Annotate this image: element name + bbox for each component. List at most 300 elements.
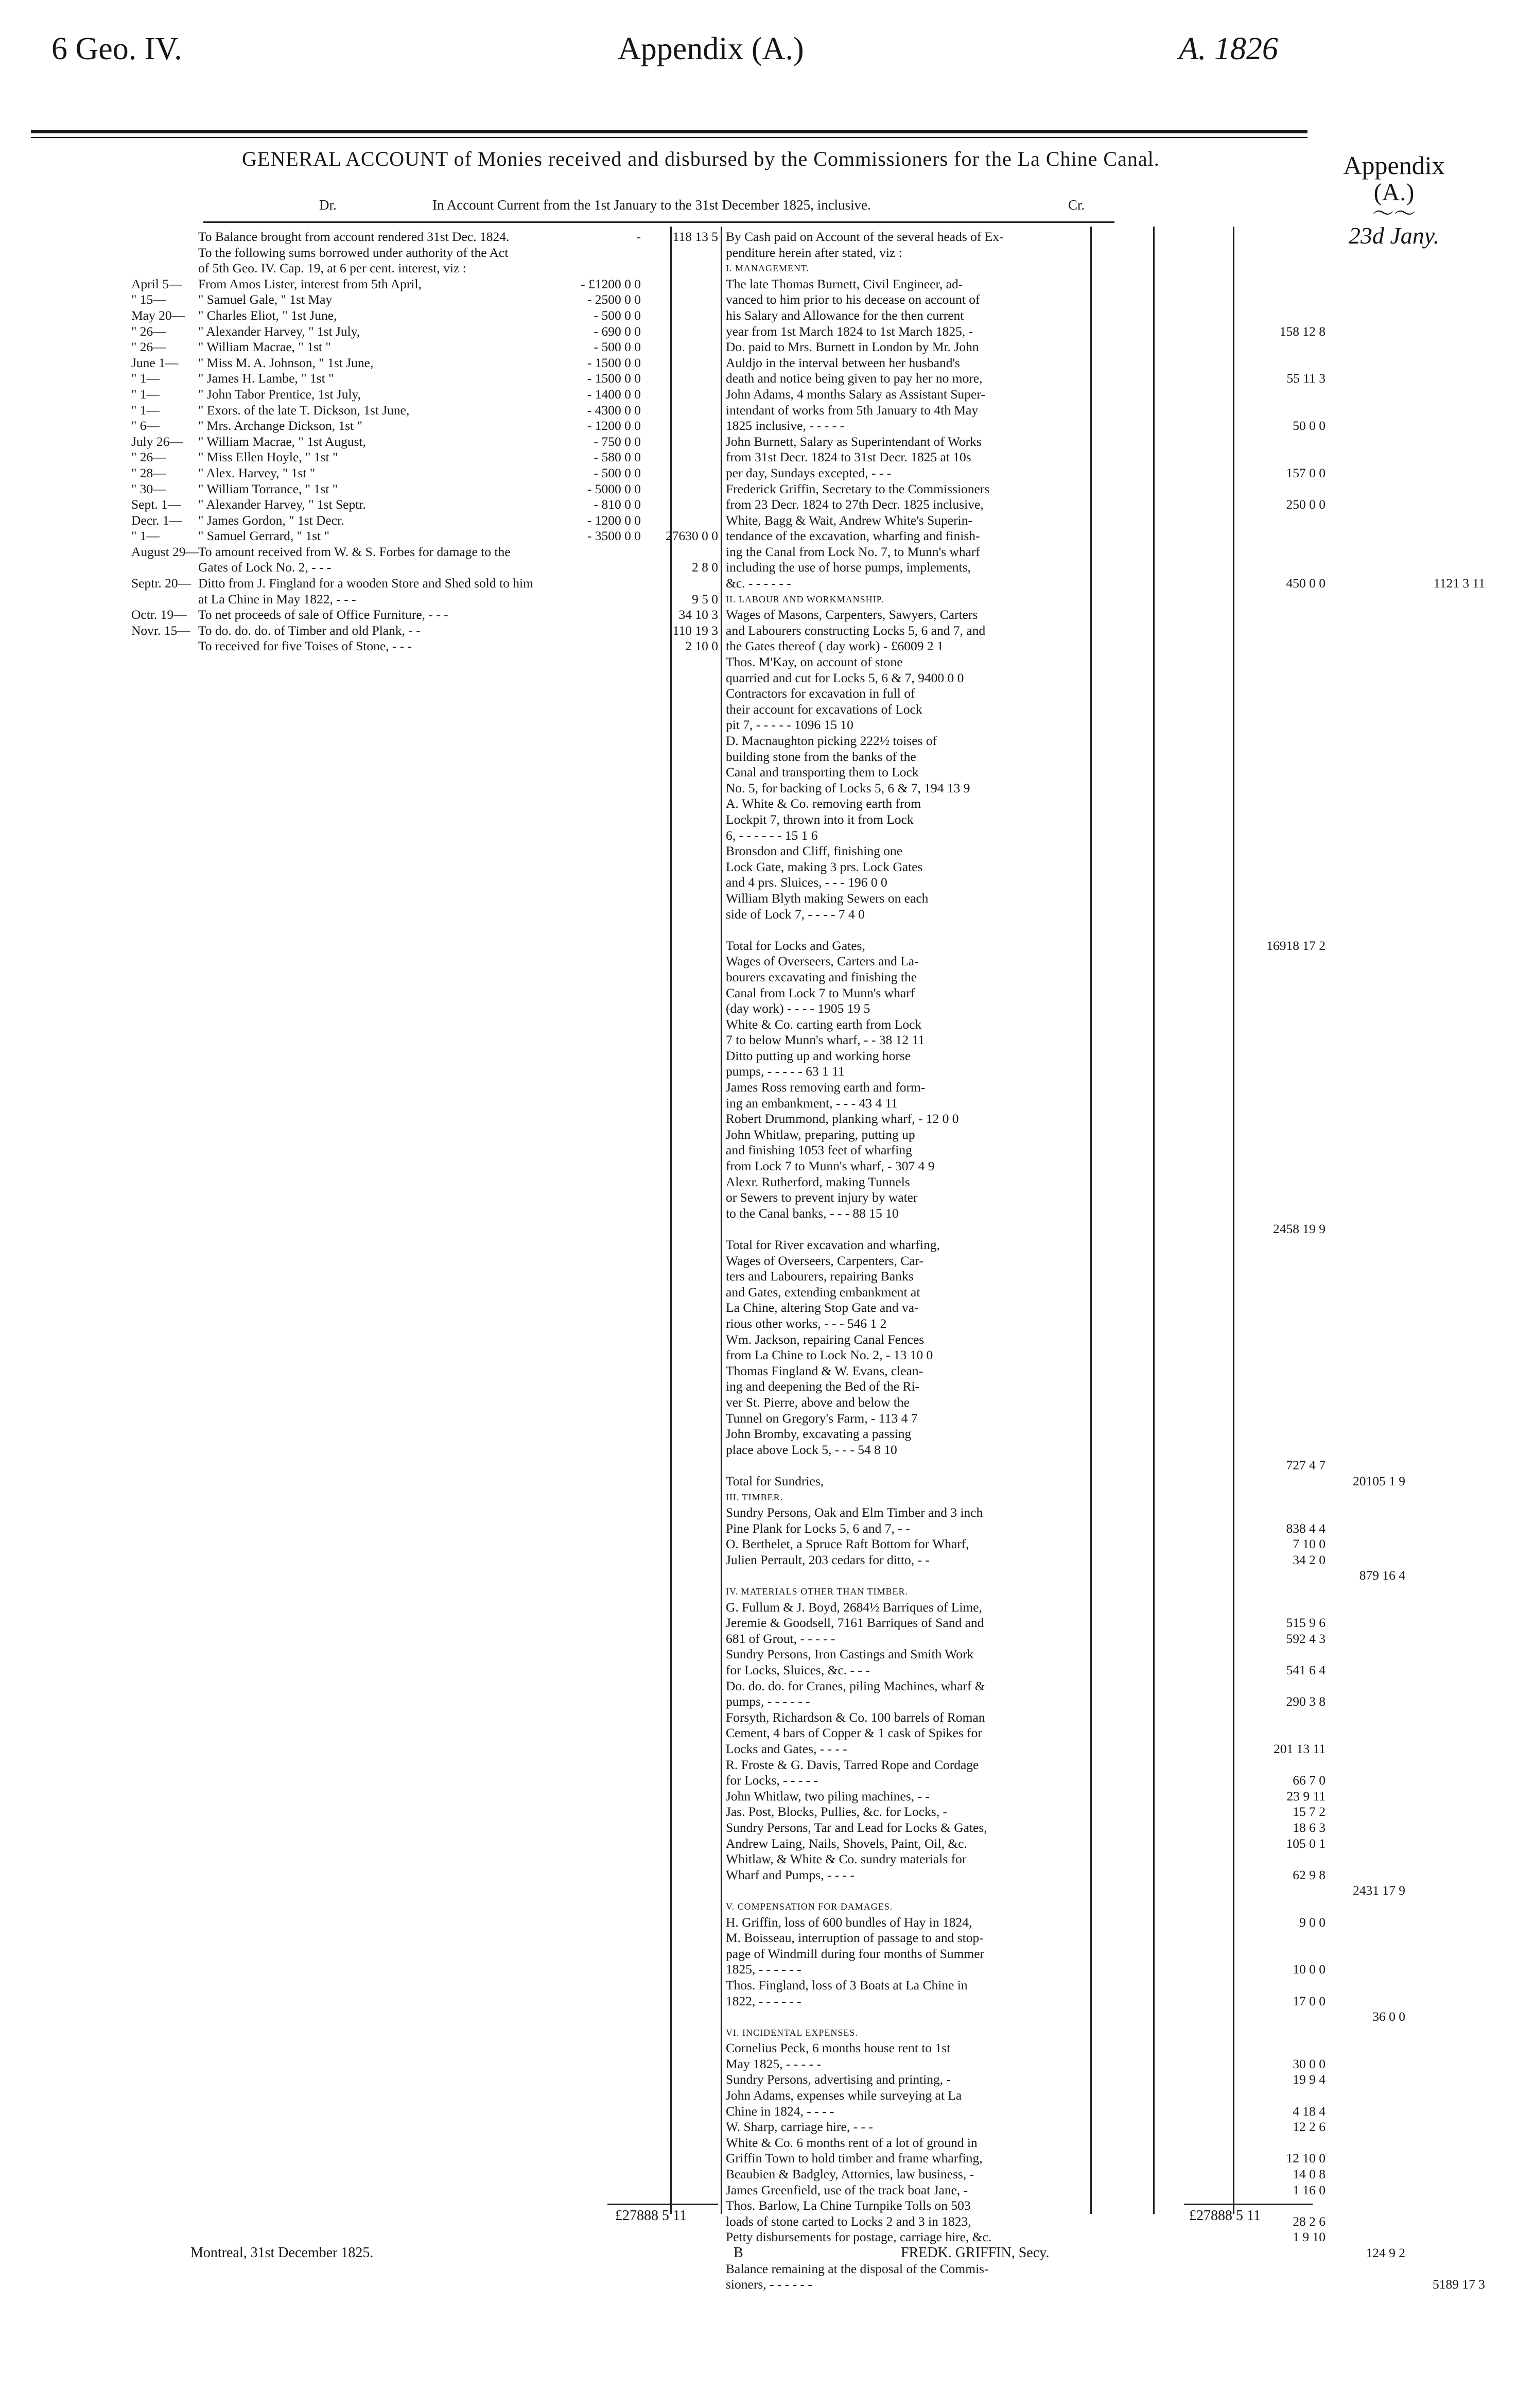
debit-date: " 1— — [131, 402, 160, 418]
credit-description: A. White & Co. removing earth from — [726, 796, 921, 811]
credit-row — [726, 434, 1390, 450]
credit-row — [726, 796, 1390, 812]
credit-row — [726, 717, 1390, 733]
credit-section-heading: III. TIMBER. — [726, 1492, 783, 1502]
credit-row — [726, 1048, 1390, 1064]
debit-date: " 1— — [131, 386, 160, 402]
credit-description: Jeremie & Goodsell, 7161 Barriques of Sand and — [726, 1615, 984, 1631]
debit-date: June 1— — [131, 355, 179, 370]
debit-row — [131, 576, 718, 592]
debit-total-rule — [607, 2204, 718, 2205]
credit-section-total: 124 9 2 — [1366, 2245, 1405, 2260]
debit-row — [131, 245, 718, 261]
debit-date: August 29— — [131, 544, 199, 559]
debit-date: " 28— — [131, 465, 166, 480]
header-rule-thick — [31, 130, 1307, 133]
credit-description: Griffin Town to hold timber and frame wharfing, — [726, 2151, 983, 2166]
debit-date: " 26— — [131, 339, 166, 355]
credit-row — [726, 544, 1390, 560]
credit-description: 1825 inclusive, - - - - - — [726, 418, 845, 434]
credit-description: 7 to below Munn's wharf, - - 38 12 11 — [726, 1032, 925, 1048]
debit-description: To Balance brought from account rendered 31st Dec. 1824. — [198, 229, 510, 244]
credit-row — [726, 387, 1390, 403]
credit-description: pit 7, - - - - - 1096 15 10 — [726, 717, 853, 733]
credit-description: John Whitlaw, two piling machines, - - — [726, 1788, 930, 1804]
debit-amount: 110 19 3 — [672, 622, 718, 638]
credit-row — [726, 1001, 1390, 1017]
credit-description: for Locks, Sluices, &c. - - - — [726, 1662, 870, 1678]
credit-description: ing and deepening the Bed of the Ri- — [726, 1379, 920, 1394]
credit-row — [726, 859, 1390, 875]
credit-row — [726, 1017, 1390, 1033]
credit-row — [726, 1568, 1405, 1584]
debit-description: " John Tabor Prentice, 1st July, — [198, 386, 361, 402]
credit-description: from 23 Decr. 1824 to 27th Decr. 1825 inclusive, — [726, 497, 984, 512]
credit-description: pumps, - - - - - 63 1 11 — [726, 1064, 845, 1079]
credit-item-amount: 10 0 0 — [1293, 1962, 1326, 1977]
credit-description: Auldjo in the interval between her husband's — [726, 355, 960, 370]
credit-item-amount: 158 12 8 — [1279, 323, 1326, 339]
credit-description: loads of stone carted to Locks 2 and 3 in 1823, — [726, 2213, 971, 2229]
debit-row — [131, 592, 718, 608]
footer-place-date: Montreal, 31st December 1825. — [190, 2245, 374, 2261]
credit-description: White, Bagg & Wait, Andrew White's Superin- — [726, 512, 972, 528]
credit-row — [726, 1867, 1390, 1883]
credit-description: and finishing 1053 feet of wharfing — [726, 1142, 912, 1158]
credit-row — [726, 985, 1390, 1001]
credit-row — [726, 2135, 1390, 2151]
credit-item-amount: 55 11 3 — [1286, 371, 1326, 386]
debit-amount: 9 5 0 — [692, 591, 718, 607]
debit-inner-amount: - 5000 0 0 — [587, 481, 641, 496]
debit-row — [131, 465, 718, 481]
credit-row — [726, 1458, 1390, 1474]
credit-row — [726, 1915, 1390, 1931]
debit-inner-amount: - £1200 0 0 — [581, 276, 641, 291]
credit-row — [726, 324, 1390, 340]
credit-description: D. Macnaughton picking 222½ toises of — [726, 733, 937, 748]
debit-date: " 30— — [131, 481, 166, 496]
credit-description: Jas. Post, Blocks, Pullies, &c. for Locks, - — [726, 1804, 947, 1820]
credit-row — [726, 1300, 1390, 1316]
credit-row — [726, 1379, 1390, 1395]
debit-row — [131, 623, 718, 639]
credit-description: G. Fullum & J. Boyd, 2684½ Barriques of Lime, — [726, 1599, 982, 1615]
credit-description: John Adams, 4 months Salary as Assistant Super- — [726, 386, 985, 402]
credit-item-amount: 62 9 8 — [1293, 1867, 1326, 1882]
debit-row — [131, 261, 718, 276]
debit-description: To amount received from W. & S. Forbes for damage to the — [198, 544, 511, 559]
credit-description: Canal and transporting them to Lock — [726, 765, 919, 780]
debit-inner-amount: - 3500 0 0 — [587, 528, 641, 544]
debit-description: " Miss Ellen Hoyle, " 1st " — [198, 449, 338, 465]
debit-inner-amount: - 500 0 0 — [594, 339, 641, 355]
credit-row — [726, 907, 1390, 923]
debit-description: To net proceeds of sale of Office Furniture, - - - — [198, 607, 448, 622]
credit-item-amount: 7 10 0 — [1293, 1536, 1326, 1552]
debit-inner-amount: - 500 0 0 — [594, 465, 641, 480]
credit-description: Alexr. Rutherford, making Tunnels — [726, 1174, 910, 1189]
debit-row — [131, 229, 718, 245]
credit-total: £27888 5 11 — [1189, 2208, 1261, 2224]
credit-description: John Adams, expenses while surveying at La — [726, 2088, 962, 2103]
credit-item-amount: 290 3 8 — [1286, 1694, 1326, 1709]
debit-description: " Miss M. A. Johnson, " 1st June, — [198, 355, 374, 370]
credit-item-amount: 1 16 0 — [1293, 2182, 1326, 2197]
credit-row — [726, 1820, 1390, 1836]
credit-item-amount: 9 0 0 — [1299, 1914, 1326, 1930]
credit-row — [726, 1505, 1390, 1521]
credit-row — [726, 2119, 1390, 2135]
credit-item-amount: 14 0 8 — [1293, 2167, 1326, 2182]
debit-inner-amount: - 1500 0 0 — [587, 355, 641, 370]
credit-row — [726, 1316, 1390, 1332]
debit-inner-amount: - 1200 0 0 — [587, 512, 641, 528]
credit-row — [726, 1473, 1405, 1489]
debit-description: " Exors. of the late T. Dickson, 1st June, — [198, 402, 410, 418]
credit-row — [726, 2056, 1390, 2072]
credit-description: Thos. M'Kay, on account of stone — [726, 654, 903, 670]
debit-date: July 26— — [131, 434, 183, 449]
credit-description: and Labourers constructing Locks 5, 6 and 7, and — [726, 622, 986, 638]
debit-row — [131, 528, 718, 544]
debit-date: " 26— — [131, 323, 166, 339]
credit-row — [726, 969, 1390, 985]
debit-amount: 2 8 0 — [692, 560, 718, 575]
debit-description: To do. do. do. of Timber and old Plank, - - — [198, 622, 421, 638]
credit-section-total: 20105 1 9 — [1353, 1473, 1405, 1488]
credit-row — [726, 1584, 1390, 1600]
credit-description: Total for River excavation and wharfing, — [726, 1237, 940, 1252]
debit-description: " James H. Lambe, " 1st " — [198, 371, 334, 386]
side-appendix-letter: (A.) — [1373, 179, 1415, 206]
credit-row — [726, 2040, 1390, 2056]
credit-row — [726, 276, 1390, 292]
credit-description: Thos. Barlow, La Chine Turnpike Tolls on 503 — [726, 2198, 971, 2213]
header-center: Appendix (A.) — [618, 31, 804, 66]
credit-description: Do. do. do. for Cranes, piling Machines, wharf & — [726, 1678, 985, 1693]
credit-item-amount: 201 13 11 — [1273, 1741, 1326, 1756]
credit-description: Total for Locks and Gates, — [726, 938, 865, 953]
credit-row — [726, 371, 1390, 387]
credit-row — [726, 623, 1390, 639]
credit-row — [726, 308, 1390, 324]
debit-amount: 27630 0 0 — [666, 528, 718, 544]
credit-row — [726, 1032, 1390, 1048]
debit-description: " James Gordon, " 1st Decr. — [198, 512, 344, 528]
debit-description: " William Macrae, " 1st August, — [198, 434, 366, 449]
credit-row — [726, 1426, 1390, 1442]
credit-description: 6, - - - - - - 15 1 6 — [726, 827, 818, 843]
credit-description: Chine in 1824, - - - - — [726, 2103, 834, 2119]
credit-description: Lock Gate, making 3 prs. Lock Gates — [726, 859, 923, 874]
debit-inner-amount: - — [636, 229, 641, 244]
credit-description: including the use of horse pumps, implements, — [726, 560, 971, 575]
credit-description: Forsyth, Richardson & Co. 100 barrels of Roman — [726, 1709, 985, 1725]
debit-row — [131, 638, 718, 654]
credit-row — [726, 1064, 1390, 1080]
credit-description: the Gates thereof ( day work) - £6009 2 1 — [726, 638, 944, 654]
credit-section-heading: II. LABOUR AND WORKMANSHIP. — [726, 594, 884, 604]
debit-date: " 26— — [131, 449, 166, 465]
credit-item-amount: 105 0 1 — [1286, 1835, 1326, 1851]
credit-row — [726, 1725, 1390, 1741]
credit-row — [726, 1662, 1390, 1678]
credit-row — [726, 1615, 1390, 1631]
credit-description: Whitlaw, & White & Co. sundry materials for — [726, 1851, 967, 1867]
credit-row — [726, 670, 1390, 686]
debit-inner-amount: - 500 0 0 — [594, 307, 641, 323]
credit-description: and 4 prs. Sluices, - - - 196 0 0 — [726, 875, 887, 890]
credit-row — [726, 1111, 1390, 1127]
credit-row — [726, 1332, 1390, 1348]
credit-description: Julien Perrault, 203 cedars for ditto, - - — [726, 1552, 930, 1567]
credit-row — [726, 1142, 1390, 1158]
debit-row — [131, 292, 718, 308]
credit-description: May 1825, - - - - - — [726, 2056, 821, 2071]
credit-description: M. Boisseau, interruption of passage to and stop- — [726, 1930, 984, 1946]
debit-date: Sept. 1— — [131, 497, 181, 512]
debit-row — [131, 513, 718, 529]
credit-row — [726, 1773, 1390, 1789]
credit-row — [726, 1442, 1390, 1458]
credit-description: Cement, 4 bars of Copper & 1 cask of Spikes for — [726, 1725, 982, 1741]
credit-row — [726, 749, 1390, 765]
credit-row — [726, 954, 1390, 969]
credit-row — [726, 1647, 1390, 1662]
credit-section-heading: V. COMPENSATION FOR DAMAGES. — [726, 1901, 893, 1912]
credit-description: or Sewers to prevent injury by water — [726, 1190, 918, 1205]
header-rule-thin — [31, 137, 1307, 138]
credit-item-amount: 2458 19 9 — [1273, 1221, 1326, 1237]
credit-description: W. Sharp, carriage hire, - - - — [726, 2119, 873, 2135]
debit-row — [131, 434, 718, 450]
credit-item-amount: 1 9 10 — [1293, 2229, 1326, 2245]
credit-item-amount: 16918 17 2 — [1266, 938, 1326, 953]
credit-description: Wages of Overseers, Carters and La- — [726, 954, 919, 969]
credit-description: Cornelius Peck, 6 months house rent to 1st — [726, 2040, 951, 2056]
credit-item-amount: 838 4 4 — [1286, 1520, 1326, 1536]
credit-row — [726, 843, 1390, 859]
credit-description: Sundry Persons, Tar and Lead for Locks & Gates, — [726, 1820, 987, 1835]
debit-row — [131, 449, 718, 465]
credit-section-total: 879 16 4 — [1359, 1568, 1405, 1583]
credit-row — [726, 1347, 1390, 1363]
credit-description: (day work) - - - - 1905 19 5 — [726, 1001, 870, 1016]
credit-row — [726, 513, 1390, 529]
credit-row — [726, 1285, 1390, 1301]
debit-row — [131, 355, 718, 371]
debit-row — [131, 387, 718, 403]
debit-date: " 1— — [131, 528, 160, 544]
debit-description: of 5th Geo. IV. Cap. 19, at 6 per cent. interest, viz : — [198, 261, 466, 276]
credit-row — [726, 1804, 1390, 1820]
credit-row — [726, 245, 1390, 261]
credit-row — [726, 1190, 1390, 1206]
credit-row — [726, 2104, 1390, 2120]
credit-row — [726, 1899, 1390, 1915]
debit-description: From Amos Lister, interest from 5th April, — [198, 276, 422, 291]
debit-row — [131, 497, 718, 513]
credit-description: Thomas Fingland & W. Evans, clean- — [726, 1363, 923, 1378]
debit-row — [131, 481, 718, 497]
debit-date: " 1— — [131, 371, 160, 386]
credit-row — [726, 292, 1390, 308]
credit-row — [726, 418, 1390, 434]
credit-description: La Chine, altering Stop Gate and va- — [726, 1300, 919, 1315]
debit-row — [131, 276, 718, 292]
credit-row — [726, 1694, 1390, 1710]
credit-description: from La Chine to Lock No. 2, - 13 10 0 — [726, 1347, 933, 1363]
credit-row — [726, 560, 1390, 576]
debit-row — [131, 607, 718, 623]
debit-description: at La Chine in May 1822, - - - — [198, 591, 356, 607]
credit-row — [726, 465, 1390, 481]
credit-description: side of Lock 7, - - - - 7 4 0 — [726, 906, 865, 922]
debit-inner-amount: - 580 0 0 — [594, 449, 641, 465]
credit-row — [726, 922, 1390, 938]
debit-date: April 5— — [131, 276, 182, 291]
credit-row — [726, 2088, 1390, 2104]
debit-row — [131, 560, 718, 576]
credit-row — [726, 2261, 1390, 2277]
credit-row — [726, 765, 1390, 781]
credit-row — [726, 1206, 1390, 1222]
debit-inner-amount: - 1200 0 0 — [587, 418, 641, 434]
debit-row — [131, 544, 718, 560]
credit-row — [726, 261, 1390, 276]
debit-amount: 34 10 3 — [678, 607, 718, 622]
debit-row — [131, 371, 718, 387]
credit-description: ing the Canal from Lock No. 7, to Munn's wharf — [726, 544, 980, 559]
credit-section-total: 36 0 0 — [1372, 2009, 1405, 2024]
credit-description: building stone from the banks of the — [726, 749, 916, 764]
credit-item-amount: 12 2 6 — [1293, 2119, 1326, 2135]
credit-head-total: 1121 3 11 — [1433, 576, 1485, 591]
credit-row — [726, 1096, 1390, 1112]
debit-row — [131, 418, 718, 434]
credit-description: James Ross removing earth and form- — [726, 1080, 926, 1095]
credit-item-amount: 727 4 7 — [1286, 1458, 1326, 1473]
debit-inner-amount: - 690 0 0 — [594, 323, 641, 339]
credit-description: Petty disbursements for postage, carriage hire, &c. — [726, 2229, 992, 2245]
debit-description: " Alexander Harvey, " 1st Septr. — [198, 497, 366, 512]
debit-inner-amount: - 810 0 0 — [594, 497, 641, 512]
credit-description: place above Lock 5, - - - 54 8 10 — [726, 1442, 897, 1457]
credit-row — [726, 1158, 1390, 1174]
credit-description: penditure herein after stated, viz : — [726, 245, 902, 260]
credit-description: and Gates, extending embankment at — [726, 1284, 920, 1300]
credit-description: for Locks, - - - - - — [726, 1773, 818, 1788]
credit-row — [726, 1489, 1390, 1505]
credit-item-amount: 18 6 3 — [1293, 1820, 1326, 1835]
credit-row — [726, 355, 1390, 371]
account-period-heading: In Account Current from the 1st January to the 31st December 1825, inclusive. — [432, 197, 871, 213]
credit-row — [726, 654, 1390, 670]
page-title: GENERAL ACCOUNT of Monies received and disbursed by the Commissioners for the La Chine Canal. — [242, 147, 1160, 170]
credit-description: their account for excavations of Lock — [726, 701, 922, 717]
credit-description: Frederick Griffin, Secretary to the Commissioners — [726, 481, 990, 496]
credit-item-amount: 28 2 6 — [1293, 2213, 1326, 2229]
credit-description: to the Canal banks, - - - 88 15 10 — [726, 1205, 899, 1221]
credit-row — [726, 229, 1390, 245]
credit-row — [726, 891, 1390, 907]
credit-description: John Burnett, Salary as Superintendant of Works — [726, 434, 982, 449]
credit-row — [726, 1930, 1390, 1946]
credit-item-amount: 515 9 6 — [1286, 1615, 1326, 1631]
credit-description: page of Windmill during four months of Summer — [726, 1946, 985, 1961]
debit-date: Novr. 15— — [131, 622, 190, 638]
credit-description: No. 5, for backing of Locks 5, 6 & 7, 194 13 9 — [726, 780, 970, 795]
credit-row — [726, 1221, 1390, 1237]
credit-row — [726, 2182, 1390, 2198]
credit-row — [726, 1269, 1390, 1285]
credit-description: Pine Plank for Locks 5, 6 and 7, - - — [726, 1520, 910, 1536]
credit-row — [726, 2151, 1390, 2167]
credit-row — [726, 1631, 1390, 1647]
credit-row — [726, 2167, 1390, 2182]
credit-description: rious other works, - - - 546 1 2 — [726, 1315, 887, 1331]
debit-row — [131, 403, 718, 419]
credit-description: Ditto putting up and working horse — [726, 1048, 911, 1063]
credit-row — [726, 2009, 1405, 2025]
credit-description: Thos. Fingland, loss of 3 Boats at La Chine in — [726, 1977, 968, 1993]
credit-row — [726, 702, 1390, 718]
credit-row — [726, 812, 1390, 828]
credit-item-amount: 23 9 11 — [1286, 1788, 1326, 1804]
credit-item-amount: 157 0 0 — [1286, 465, 1326, 480]
credit-description: O. Berthelet, a Spruce Raft Bottom for Wharf, — [726, 1536, 969, 1552]
debit-date: May 20— — [131, 307, 185, 323]
debit-amount: 118 13 5 — [672, 229, 718, 244]
debit-description: Ditto from J. Fingland for a wooden Store and Shed sold to him — [198, 576, 533, 591]
credit-description: quarried and cut for Locks 5, 6 & 7, 9400 0 0 — [726, 670, 964, 685]
credit-row — [726, 1363, 1390, 1379]
credit-description: Canal from Lock 7 to Munn's wharf — [726, 985, 915, 1000]
credit-description: from Lock 7 to Munn's wharf, - 307 4 9 — [726, 1158, 935, 1174]
debit-date: Septr. 20— — [131, 576, 191, 591]
debit-date: " 15— — [131, 292, 166, 307]
credit-total-rule — [1184, 2204, 1313, 2205]
credit-row — [726, 449, 1390, 465]
credit-row — [726, 1237, 1390, 1253]
credit-row — [726, 1789, 1390, 1805]
debit-row — [131, 324, 718, 340]
credit-row — [726, 1741, 1390, 1757]
credit-description: H. Griffin, loss of 600 bundles of Hay in 1824, — [726, 1914, 972, 1930]
credit-description: death and notice being given to pay her no more, — [726, 371, 983, 386]
credit-description: Sundry Persons, Iron Castings and Smith Work — [726, 1647, 974, 1662]
credit-description: Bronsdon and Cliff, finishing one — [726, 843, 903, 859]
debit-description: " Samuel Gerrard, " 1st " — [198, 528, 329, 544]
credit-item-amount: 450 0 0 — [1286, 576, 1326, 591]
credit-description: 1822, - - - - - - — [726, 1993, 801, 2008]
credit-description: Locks and Gates, - - - - — [726, 1741, 847, 1756]
credit-row — [726, 339, 1390, 355]
debit-date: Octr. 19— — [131, 607, 187, 622]
credit-description: Sundry Persons, Oak and Elm Timber and 3 inch — [726, 1505, 983, 1520]
credit-description: tendance of the excavation, wharfing and finish- — [726, 528, 980, 544]
credit-description: year from 1st March 1824 to 1st March 1825, - — [726, 323, 973, 339]
credit-description: Wages of Overseers, Carpenters, Car- — [726, 1253, 924, 1268]
debit-description: " Alexander Harvey, " 1st July, — [198, 323, 360, 339]
credit-section-total: 2431 17 9 — [1353, 1883, 1405, 1898]
credit-row — [726, 1710, 1390, 1726]
debit-row — [131, 339, 718, 355]
credit-row — [726, 2214, 1390, 2230]
side-brace-icon: 〜〜 — [1372, 202, 1416, 226]
debit-description: " William Torrance, " 1st " — [198, 481, 338, 496]
